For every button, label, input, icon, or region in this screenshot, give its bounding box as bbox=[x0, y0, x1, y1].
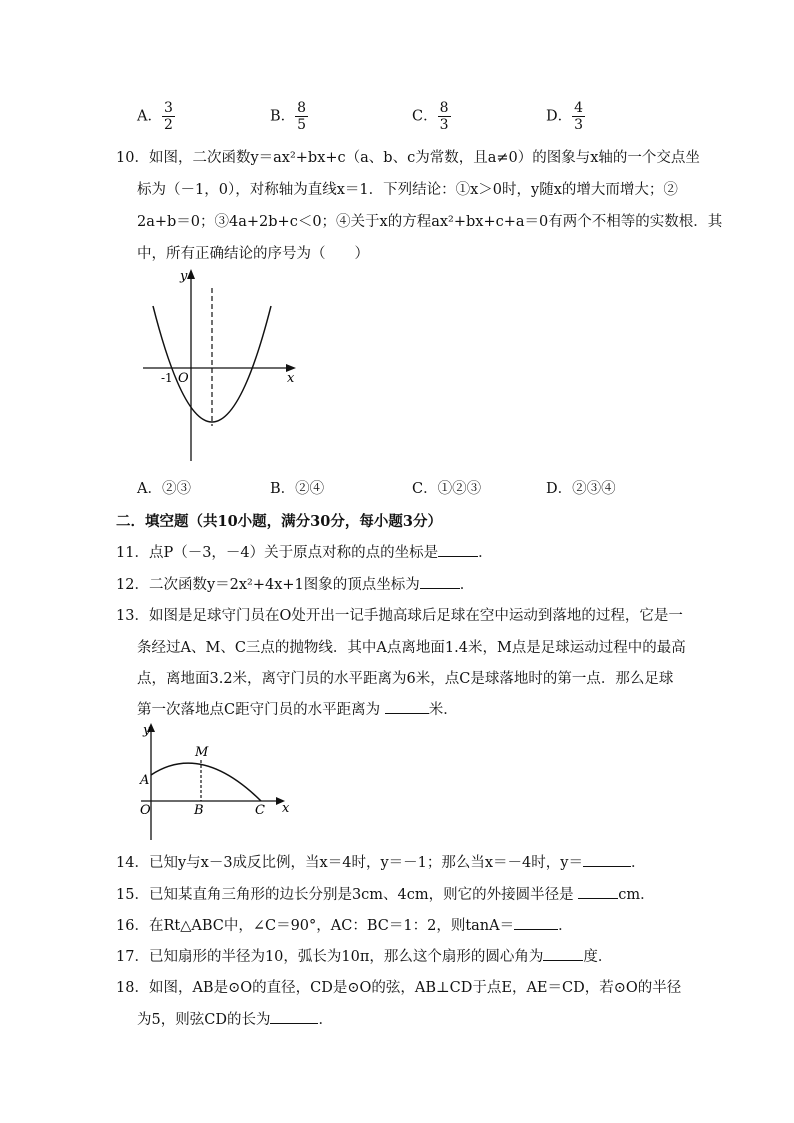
q10-option-a[interactable]: A．②③ bbox=[137, 481, 191, 497]
q10-line3: 2a+b＝0；③4a+2b+c＜0；④关于x的方程ax²+bx+c+a＝0有两个不相等的实数根．其 bbox=[137, 214, 723, 230]
answer-blank[interactable] bbox=[420, 574, 460, 589]
q15: 15．已知某直角三角形的边长分别是3cm、4cm，则它的外接圆半径是 cm． bbox=[116, 883, 655, 904]
q10-line2: 标为（－1，0），对称轴为直线x＝1．下列结论：①x＞0时，y随x的增大而增大；② bbox=[137, 182, 678, 198]
q16: 16．在Rt△ABC中，∠C＝90°，AC：BC＝1：2，则tanA＝ ． bbox=[116, 914, 573, 935]
section-2-title: 二．填空题（共10小题，满分30分，每小题3分） bbox=[116, 513, 442, 530]
point-c-label: C bbox=[255, 803, 265, 818]
answer-blank[interactable] bbox=[438, 542, 478, 557]
denominator: 2 bbox=[163, 117, 173, 133]
numerator: 8 bbox=[439, 100, 449, 116]
numerator: 4 bbox=[574, 100, 584, 116]
point-b-label: B bbox=[194, 803, 204, 818]
trajectory-curve bbox=[151, 763, 261, 801]
answer-blank[interactable] bbox=[514, 915, 558, 930]
q18-line2: 为5，则弦CD的长为 ． bbox=[137, 1008, 333, 1029]
q13-line4: 第一次落地点C距守门员的水平距离为 米． bbox=[137, 698, 458, 719]
answer-blank[interactable] bbox=[270, 1009, 318, 1024]
q11: 11．点P（－3，－4）关于原点对称的点的坐标是 ． bbox=[116, 541, 493, 562]
y-label: y bbox=[143, 723, 151, 738]
q12: 12．二次函数y＝2x²+4x+1图象的顶点坐标为 ． bbox=[116, 573, 474, 594]
denominator: 5 bbox=[297, 117, 307, 133]
answer-blank[interactable] bbox=[385, 699, 429, 714]
neg-one-label: -1 bbox=[161, 371, 173, 385]
numerator: 3 bbox=[163, 100, 173, 116]
q10-option-b[interactable]: B．②④ bbox=[270, 481, 325, 497]
denominator: 3 bbox=[574, 117, 584, 133]
q14: 14．已知y与x－3成反比例，当x＝4时，y＝－1；那么当x＝－4时，y＝ ． bbox=[116, 851, 645, 872]
q9-option-a[interactable]: A． $\frac{3}{2}$ bbox=[137, 100, 173, 133]
q13-line3: 点，离地面3.2米，离守门员的水平距离为6米，点C是球落地时的第一点．那么足球 bbox=[137, 671, 674, 687]
q10-parabola-graph bbox=[140, 266, 302, 464]
answer-blank[interactable] bbox=[543, 946, 583, 961]
origin-label: O bbox=[140, 803, 151, 818]
q17: 17．已知扇形的半径为10，弧长为10π，那么这个扇形的圆心角为 度． bbox=[116, 945, 612, 966]
numerator: 8 bbox=[297, 100, 307, 116]
answer-blank[interactable] bbox=[583, 852, 631, 867]
q10-option-d[interactable]: D．②③④ bbox=[546, 481, 616, 497]
answer-blank[interactable] bbox=[578, 884, 618, 899]
point-a-label: A bbox=[140, 773, 150, 788]
q9-option-b[interactable]: B． $\frac{8}{5}$ bbox=[270, 100, 307, 133]
point-m-label: M bbox=[195, 745, 209, 760]
q10-option-c[interactable]: C．①②③ bbox=[412, 481, 482, 497]
q10-line1: 10．如图，二次函数y＝ax²+bx+c（a、b、c为常数，且a≠0）的图象与x轴的一个交点坐 bbox=[116, 150, 700, 166]
origin-label: O bbox=[178, 371, 189, 386]
q9-option-d[interactable]: D． $\frac{4}{3}$ bbox=[546, 100, 584, 133]
q10-line4: 中，所有正确结论的序号为（ ） bbox=[137, 246, 369, 262]
x-label: x bbox=[287, 371, 295, 386]
q13-line1: 13．如图是足球守门员在O处开出一记手抛高球后足球在空中运动到落地的过程，它是一 bbox=[116, 608, 683, 624]
q13-line2: 条经过A、M、C三点的抛物线．其中A点离地面1.4米，M点是足球运动过程中的最高 bbox=[137, 640, 686, 656]
x-label: x bbox=[282, 801, 290, 816]
y-axis-arrow bbox=[187, 269, 195, 279]
denominator: 3 bbox=[439, 117, 449, 133]
q9-option-c[interactable]: C． $\frac{8}{3}$ bbox=[412, 100, 449, 133]
y-label: y bbox=[180, 269, 188, 284]
q13-ball-trajectory-graph bbox=[137, 720, 297, 844]
q18-line1: 18．如图，AB是⊙O的直径，CD是⊙O的弦，AB⊥CD于点E，AE＝CD，若⊙O的半径 bbox=[116, 980, 682, 996]
